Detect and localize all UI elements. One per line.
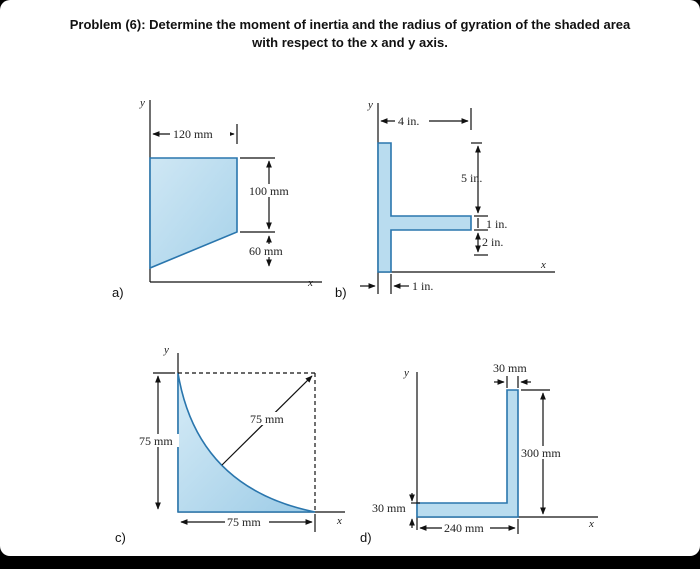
figure-b-flange-label: 1 in. (486, 217, 508, 231)
figure-c (115, 344, 345, 545)
figure-b-height-label: 5 in. (461, 171, 483, 185)
figure-b-web-label: 1 in. (412, 279, 434, 293)
problem-title: Problem (6): Determine the moment of inertia and the radius of gyration of the shaded area (69, 17, 631, 32)
figure-d (360, 361, 598, 545)
figure-c-part-label: c) (115, 530, 126, 545)
figure-c-y-axis-label: y (164, 344, 169, 356)
problem-subtitle: with respect to the x and y axis. (252, 35, 448, 50)
figure-d-width-label: 240 mm (444, 521, 484, 535)
figure-b-x-axis-label: x (541, 259, 546, 271)
figure-b-top-label: 4 in. (398, 114, 420, 128)
figure-b-y-axis-label: y (368, 99, 373, 111)
figure-a-part-label: a) (112, 285, 124, 300)
figure-d-part-label: d) (360, 530, 372, 545)
figure-a (112, 97, 322, 300)
figure-c-radius-label: 75 mm (250, 412, 284, 426)
figure-c-x-axis-label: x (337, 515, 342, 527)
figure-a-y-axis-label: y (140, 97, 145, 109)
figure-b-shaded-area (378, 143, 471, 272)
figure-a-height-left-label: 100 mm (249, 184, 289, 198)
figure-d-thickness-top-label: 30 mm (493, 361, 527, 375)
figure-b (335, 99, 555, 300)
figure-d-shaded-area (417, 390, 518, 517)
figure-a-height-right-label: 60 mm (249, 244, 283, 258)
figure-d-height-label: 300 mm (521, 446, 561, 460)
figure-b-part-label: b) (335, 285, 347, 300)
figure-a-x-axis-label: x (308, 277, 313, 289)
figure-b-gap-label: 2 in. (482, 235, 504, 249)
figure-c-width-label: 75 mm (227, 515, 261, 529)
figure-d-thickness-bottom-label: 30 mm (372, 501, 406, 515)
figure-a-width-label: 120 mm (173, 127, 213, 141)
figure-c-height-label: 75 mm (139, 434, 173, 448)
figure-d-y-axis-label: y (404, 367, 409, 379)
figure-a-shaded-area (150, 158, 237, 268)
figure-d-x-axis-label: x (589, 518, 594, 530)
